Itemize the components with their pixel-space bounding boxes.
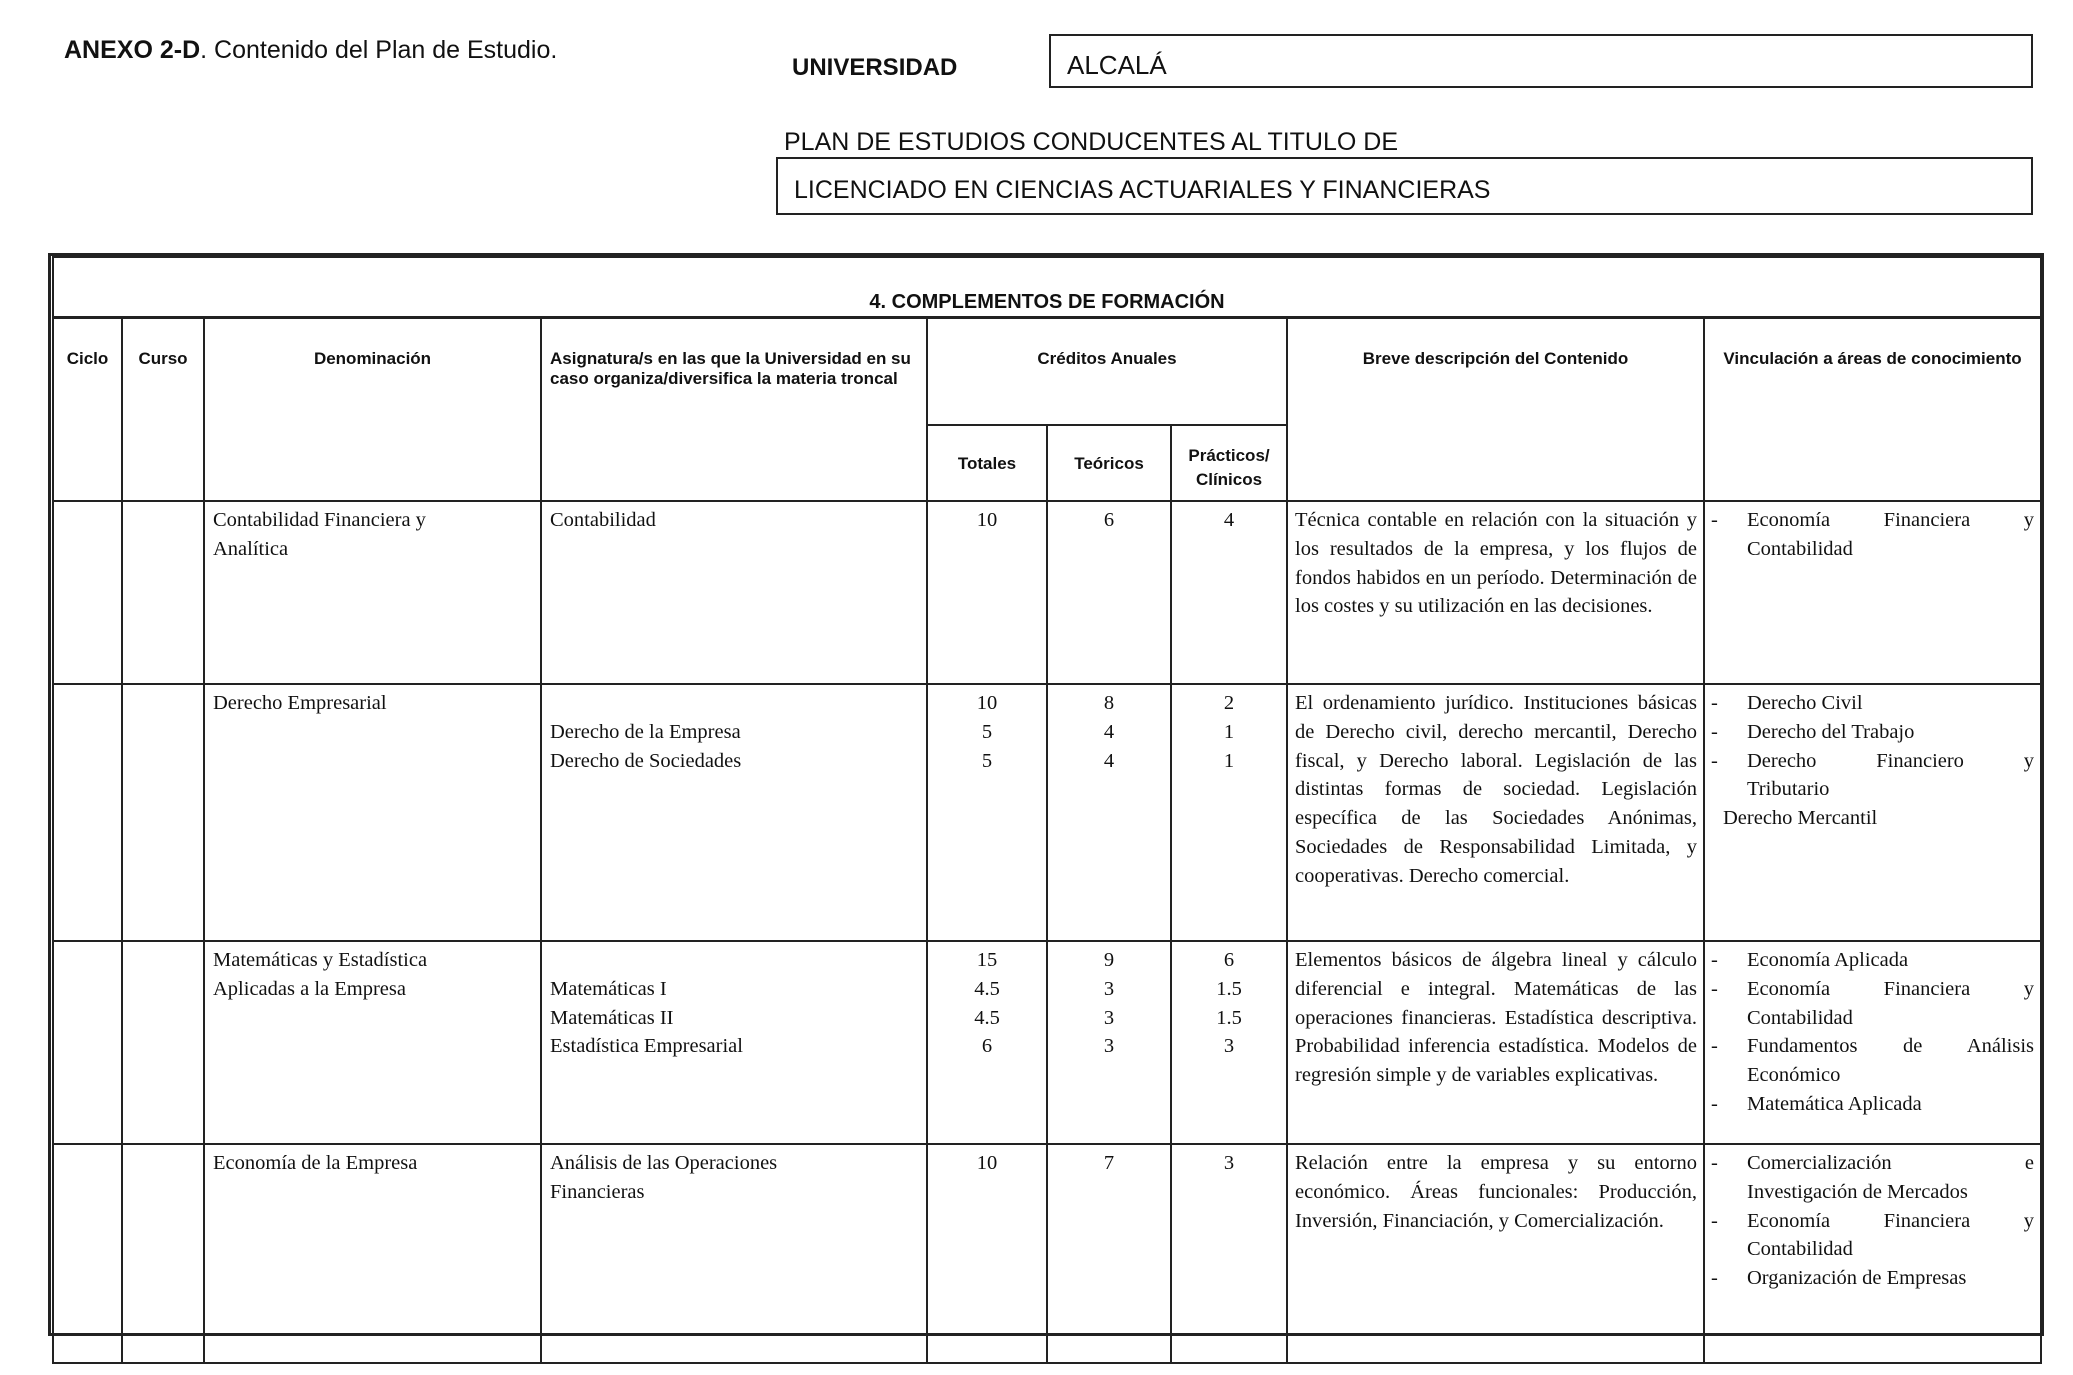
denominacion-cell (204, 501, 541, 684)
bullet-dash: - (1711, 509, 1718, 531)
vinculacion-area: Matemática Aplicada (1747, 1092, 1922, 1115)
bullet-dash: - (1711, 949, 1718, 971)
totales-value: 10 (976, 1152, 998, 1174)
teoricos-value: 9 (1103, 949, 1115, 971)
ciclo-cell (53, 684, 122, 941)
teoricos-value: 7 (1103, 1152, 1115, 1174)
totales-value: 5 (981, 749, 993, 772)
denominacion-line: Aplicadas a la Empresa (213, 977, 406, 1000)
asignatura-line: Derecho de Sociedades (550, 749, 742, 772)
header-curso: Curso (122, 317, 204, 501)
vinculacion-area-cont: Contabilidad (1747, 1006, 1853, 1029)
vinculacion-area: Derecho Financiero y (1747, 749, 2035, 772)
asignatura-line: Financieras (550, 1180, 645, 1203)
table-row (53, 684, 2041, 941)
curriculum-table (52, 256, 2042, 1364)
teoricos-value: 6 (1103, 509, 1115, 531)
spacer-cell (541, 1334, 927, 1363)
ciclo-cell (53, 501, 122, 684)
header-asignaturas: Asignatura/s en las que la Universidad en su caso organiza/diversifica la materia troncal (541, 317, 927, 501)
asignaturas-cell (541, 941, 927, 1144)
asignatura-line: Matemáticas I (550, 977, 667, 1000)
bullet-dash: - (1711, 1035, 1718, 1058)
vinculacion-cell (1704, 941, 2041, 1144)
vinculacion-item (1711, 1264, 2034, 1293)
spacer-cell (927, 1334, 1047, 1363)
totales-value: 6 (981, 1035, 993, 1058)
spacer-cell (53, 1334, 122, 1363)
teoricos-value: 3 (1103, 1035, 1115, 1058)
asignaturas-cell (541, 684, 927, 941)
section-title: 4. COMPLEMENTOS DE FORMACIÓN (53, 257, 2041, 317)
denominacion-line: Contabilidad Financiera y (213, 509, 426, 531)
header-vinculacion: Vinculación a áreas de conocimiento (1704, 317, 2041, 501)
teoricos-cell (1047, 684, 1171, 941)
spacer-cell (204, 1334, 541, 1363)
denominacion-line: Derecho Empresarial (213, 692, 387, 714)
asignaturas-cell (541, 1144, 927, 1334)
ciclo-cell (53, 1144, 122, 1334)
curso-cell (122, 1144, 204, 1334)
teoricos-cell (1047, 501, 1171, 684)
vinculacion-item (1711, 975, 2034, 1004)
vinculacion-area-cont: Tributario (1747, 778, 1830, 801)
header-practicos-line2: Clínicos (1195, 470, 1263, 489)
header-practicos-line1: Prácticos/ (1188, 446, 1270, 465)
practicos-value: 3 (1223, 1035, 1235, 1058)
teoricos-value: 3 (1103, 1006, 1115, 1029)
vinculacion-item (1711, 1149, 2034, 1178)
plan-label: PLAN DE ESTUDIOS CONDUCENTES AL TITULO DE (784, 128, 1399, 156)
header-denominacion: Denominación (204, 317, 541, 501)
practicos-value: 3 (1223, 1152, 1235, 1174)
table-bottom-spacer (53, 1334, 2041, 1363)
totales-cell (927, 501, 1047, 684)
totales-value: 4.5 (974, 977, 1000, 1000)
teoricos-value: 4 (1103, 720, 1115, 743)
practicos-value: 4 (1223, 509, 1235, 531)
totales-value: 4.5 (974, 1006, 1000, 1029)
bullet-dash: - (1711, 749, 1718, 772)
vinculacion-item (1711, 946, 2034, 975)
vinculacion-area-cont: Contabilidad (1747, 537, 1853, 560)
spacer-cell (122, 1334, 204, 1363)
header-creditos: Créditos Anuales (927, 317, 1287, 425)
header-totales: Totales (927, 425, 1047, 501)
teoricos-value: 8 (1103, 692, 1115, 714)
vinculacion-area-cont: Contabilidad (1747, 1238, 1853, 1261)
vinculacion-area: Derecho Civil (1747, 692, 1863, 714)
totales-cell (927, 941, 1047, 1144)
header-teoricos: Teóricos (1047, 425, 1171, 501)
bullet-dash: - (1711, 1152, 1718, 1174)
vinculacion-area: Economía Aplicada (1747, 949, 1909, 971)
asignatura-line: Matemáticas II (550, 1006, 674, 1029)
practicos-value: 1.5 (1216, 1006, 1242, 1029)
totales-value: 10 (976, 692, 998, 714)
asignatura-line: Derecho de la Empresa (550, 720, 741, 743)
practicos-value: 1.5 (1216, 977, 1242, 1000)
table-row (53, 1144, 2041, 1334)
teoricos-cell (1047, 941, 1171, 1144)
vinculacion-area: Derecho Mercantil (1723, 807, 1878, 830)
vinculacion-area: Economía Financiera y (1747, 1209, 2035, 1232)
table-row (53, 941, 2041, 1144)
practicos-cell (1171, 684, 1287, 941)
totales-cell (927, 684, 1047, 941)
bullet-dash: - (1711, 1092, 1718, 1115)
asignatura-line (550, 689, 920, 718)
curso-cell (122, 684, 204, 941)
vinculacion-cell (1704, 1144, 2041, 1334)
practicos-cell (1171, 1144, 1287, 1334)
spacer-cell (1704, 1334, 2041, 1363)
teoricos-value: 4 (1103, 749, 1115, 772)
practicos-cell (1171, 501, 1287, 684)
annex-text: . Contenido del Plan de Estudio. (200, 36, 558, 64)
totales-value: 15 (976, 949, 998, 971)
vinculacion-item (1711, 1032, 2034, 1061)
descripcion-cell: Relación entre la empresa y su entorno económico. Áreas funcionales: Producción, Inversión, Financiación, y Comercialización. (1287, 1144, 1704, 1334)
totales-value: 5 (981, 720, 993, 743)
vinculacion-area: Economía Financiera y (1747, 509, 2035, 531)
totales-cell (927, 1144, 1047, 1334)
vinculacion-area: Comercialización e (1747, 1152, 2035, 1174)
universidad-label: UNIVERSIDAD (792, 54, 958, 81)
vinculacion-cell (1704, 501, 2041, 684)
bullet-dash: - (1711, 720, 1718, 743)
asignatura-line (550, 946, 920, 975)
titulo-field: LICENCIADO EN CIENCIAS ACTUARIALES Y FINANCIERAS (776, 157, 2033, 215)
vinculacion-area-cont: Económico (1747, 1064, 1841, 1087)
asignaturas-cell (541, 501, 927, 684)
spacer-cell (1047, 1334, 1171, 1363)
teoricos-cell (1047, 1144, 1171, 1334)
vinculacion-area-cont: Investigación de Mercados (1747, 1180, 1968, 1203)
vinculacion-cell (1704, 684, 2041, 941)
bullet-dash: - (1711, 1209, 1718, 1232)
vinculacion-area: Organización de Empresas (1747, 1267, 1967, 1290)
vinculacion-area: Derecho del Trabajo (1747, 720, 1915, 743)
bullet-dash: - (1711, 1267, 1718, 1290)
spacer-cell (1287, 1334, 1704, 1363)
denominacion-cell (204, 684, 541, 941)
header-descripcion: Breve descripción del Contenido (1287, 317, 1704, 501)
practicos-value: 6 (1223, 949, 1235, 971)
asignatura-line: Análisis de las Operaciones (550, 1152, 778, 1174)
annex-code: ANEXO 2-D (64, 36, 201, 64)
table-row (53, 501, 2041, 684)
teoricos-value: 3 (1103, 977, 1115, 1000)
totales-value: 10 (976, 509, 998, 531)
denominacion-line: Economía de la Empresa (213, 1152, 418, 1174)
practicos-value: 1 (1223, 720, 1235, 743)
denominacion-cell (204, 941, 541, 1144)
header-ciclo: Ciclo (53, 317, 122, 501)
spacer-cell (1171, 1334, 1287, 1363)
bullet-dash: - (1711, 692, 1718, 714)
universidad-field: ALCALÁ (1049, 34, 2033, 88)
denominacion-line: Analítica (213, 537, 289, 560)
practicos-value: 2 (1223, 692, 1235, 714)
descripcion-cell: Elementos básicos de álgebra lineal y cálculo diferencial e integral. Matemáticas de las operaciones financieras. Estadística descriptiva. Probabilidad inferencia estadística. Modelos de regresión simple y de variables explicativas. (1287, 941, 1704, 1144)
header-practicos (1171, 425, 1287, 501)
vinculacion-item (1711, 1207, 2034, 1236)
practicos-cell (1171, 941, 1287, 1144)
vinculacion-area: Economía Financiera y (1747, 977, 2035, 1000)
asignatura-line: Contabilidad (550, 509, 656, 531)
vinculacion-item (1711, 506, 2034, 535)
vinculacion-item (1711, 689, 2034, 718)
denominacion-cell (204, 1144, 541, 1334)
vinculacion-area: Fundamentos de Análisis (1747, 1035, 2035, 1058)
vinculacion-item (1711, 747, 2034, 776)
denominacion-line: Matemáticas y Estadística (213, 949, 428, 971)
bullet-dash: - (1711, 977, 1718, 1000)
curso-cell (122, 941, 204, 1144)
ciclo-cell (53, 941, 122, 1144)
curso-cell (122, 501, 204, 684)
vinculacion-item (1711, 1090, 2034, 1119)
descripcion-cell: Técnica contable en relación con la situación y los resultados de la empresa, y los flujos de fondos habidos en un período. Determinación de los costes y su utilización en las decisiones. (1287, 501, 1704, 684)
descripcion-cell: El ordenamiento jurídico. Instituciones básicas de Derecho civil, derecho mercantil, Derecho fiscal, y Derecho laboral. Legislación de las distintas formas de sociedad. Legislación específica de las Sociedades Anónimas, Sociedades de Responsabilidad Limitada, y cooperativas. Derecho comercial. (1287, 684, 1704, 941)
asignatura-line: Estadística Empresarial (550, 1035, 743, 1058)
annex-title (64, 36, 557, 65)
vinculacion-item (1711, 718, 2034, 747)
practicos-value: 1 (1223, 749, 1235, 772)
